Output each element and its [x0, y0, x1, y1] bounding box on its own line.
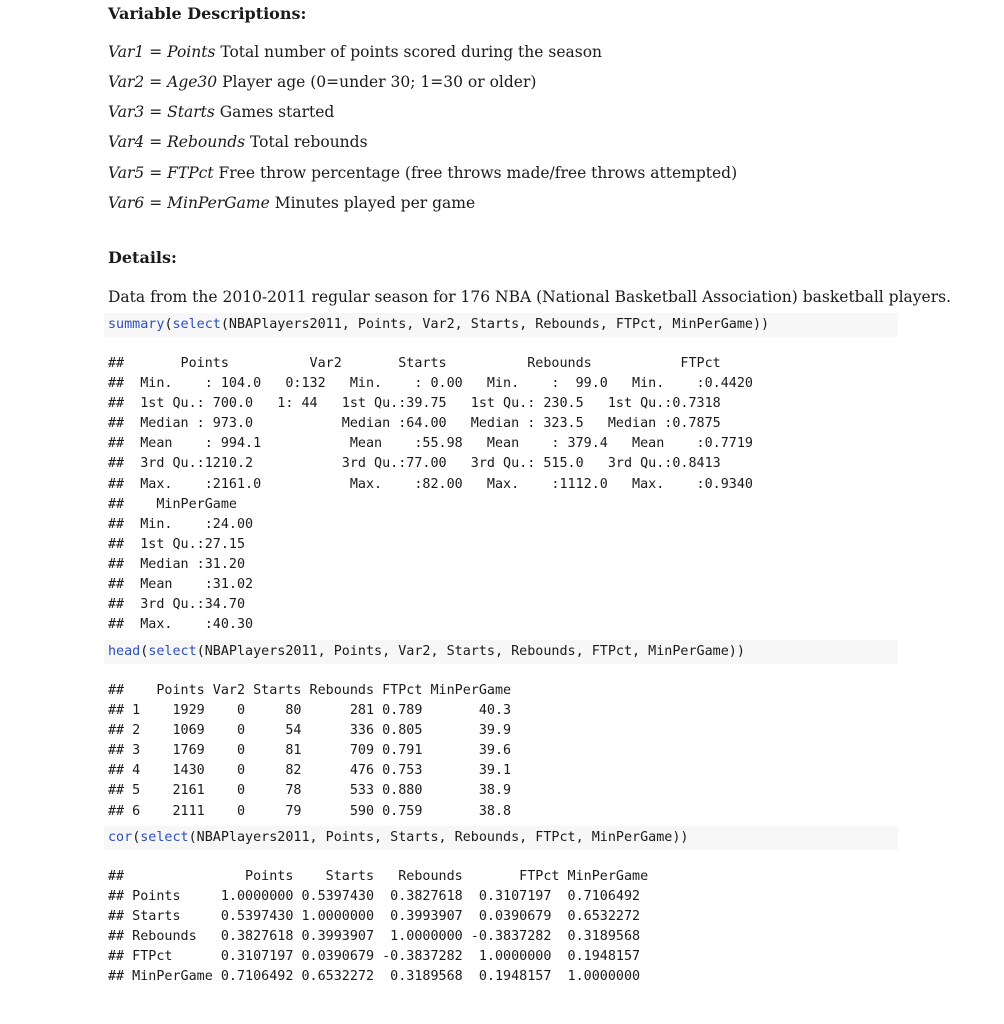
var-desc: Total rebounds: [250, 133, 368, 151]
output-row: ## Rebounds 0.3827618 0.3993907 1.0000000 -0.3837282 0.3189568: [108, 929, 641, 945]
var-id: Var5: [108, 164, 145, 182]
details-text: Data from the 2010-2011 regular season for 176 NBA (National Basketball Association) basketball players.: [108, 288, 952, 306]
output-row: ## Mean : 994.1 Mean :55.98 Mean : 379.4 Mean :0.7719: [108, 436, 770, 452]
output-row: ## 5 2161 0 78 533 0.880 38.9: [108, 783, 512, 799]
var-name: FTPct: [167, 164, 214, 182]
var-name: Rebounds: [167, 133, 246, 151]
var-id: Var1: [108, 43, 145, 61]
code-line: summary(select(NBAPlayers2011, Points, Var2, Starts, Rebounds, FTPct, MinPerGame)): [108, 317, 770, 332]
var-id: Var6: [108, 194, 145, 212]
var-id: Var3: [108, 103, 145, 121]
output-row: ## 6 2111 0 79 590 0.759 38.8: [108, 803, 512, 819]
code-block-summary: [104, 313, 898, 337]
output-row: ## 1st Qu.:27.15: [108, 536, 262, 552]
output-row: ## MinPerGame: [108, 496, 262, 512]
output-row: ## 3rd Qu.:34.70: [108, 597, 262, 613]
var-name: Starts: [167, 103, 215, 121]
function-name: select: [140, 830, 189, 845]
output-row: ## Points Starts Rebounds FTPct MinPerGame: [108, 869, 649, 884]
var-name: Age30: [167, 73, 218, 91]
function-name: cor: [108, 830, 133, 845]
output-row: ## Max. :40.30: [108, 617, 270, 633]
code-block-cor: [104, 826, 898, 850]
output-row: ## 4 1430 0 82 476 0.753 39.1: [108, 763, 512, 779]
code-line: head(select(NBAPlayers2011, Points, Var2, Starts, Rebounds, FTPct, MinPerGame)): [108, 644, 745, 659]
var-description-2: Var2 = Age30 Player age (0=under 30; 1=30 or older): [108, 73, 537, 91]
var-desc: Games started: [219, 103, 335, 121]
output-row: ## 1 1929 0 80 281 0.789 40.3: [108, 703, 512, 719]
function-name: head: [108, 644, 141, 659]
function-name: select: [148, 644, 197, 659]
output-row: ## Starts 0.5397430 1.0000000 0.3993907 0.0390679 0.6532272: [108, 909, 641, 925]
var-description-6: Var6 = MinPerGame Minutes played per game: [108, 194, 476, 212]
output-row: ## Median : 973.0 Median :64.00 Median : 323.5 Median :0.7875: [108, 416, 737, 432]
variable-descriptions-heading: Variable Descriptions:: [108, 4, 307, 23]
output-row: ## MinPerGame 0.7106492 0.6532272 0.3189568 0.1948157 1.0000000: [108, 969, 641, 985]
output-row: ## Points 1.0000000 0.5397430 0.3827618 0.3107197 0.7106492: [108, 889, 641, 905]
var-desc: Player age (0=under 30; 1=30 or older): [222, 73, 537, 91]
output-row: ## Mean :31.02: [108, 577, 270, 593]
var-description-3: Var3 = Starts Games started: [108, 103, 335, 121]
var-description-5: Var5 = FTPct Free throw percentage (free throws made/free throws attempted): [108, 164, 738, 182]
output-row: ## Median :31.20: [108, 556, 262, 572]
var-id: Var4: [108, 133, 145, 151]
output-row: ## 2 1069 0 54 336 0.805 39.9: [108, 723, 512, 739]
output-row: ## Min. : 104.0 0:132 Min. : 0.00 Min. : 99.0 Min. :0.4420: [108, 376, 770, 392]
var-name: MinPerGame: [167, 194, 270, 212]
function-name: summary: [108, 317, 165, 332]
function-args: (NBAPlayers2011, Points, Var2, Starts, Rebounds, FTPct, MinPerGame)): [220, 317, 770, 332]
function-name: select: [172, 317, 221, 332]
var-description-4: Var4 = Rebounds Total rebounds: [108, 133, 368, 151]
output-row: ## 3 1769 0 81 709 0.791 39.6: [108, 743, 512, 759]
output-cor: [108, 867, 648, 988]
output-row: ## 3rd Qu.:1210.2 3rd Qu.:77.00 3rd Qu.: 515.0 3rd Qu.:0.8413: [108, 456, 737, 472]
var-name: Points: [167, 43, 216, 61]
output-row: ## Min. :24.00: [108, 516, 270, 532]
function-args: (NBAPlayers2011, Points, Starts, Rebounds, FTPct, MinPerGame)): [188, 830, 689, 845]
function-args: (NBAPlayers2011, Points, Var2, Starts, Rebounds, FTPct, MinPerGame)): [196, 644, 745, 659]
var-desc: Free throw percentage (free throws made/free throws attempted): [218, 164, 738, 182]
var-description-1: Var1 = Points Total number of points scored during the season: [108, 43, 603, 61]
details-heading: Details:: [108, 248, 177, 267]
output-summary: [108, 354, 777, 635]
output-head: [108, 681, 511, 822]
output-row: ## Max. :2161.0 Max. :82.00 Max. :1112.0 Max. :0.9340: [108, 476, 770, 492]
code-line: cor(select(NBAPlayers2011, Points, Starts, Rebounds, FTPct, MinPerGame)): [108, 830, 689, 845]
output-row: ## Points Var2 Starts Rebounds FTPct MinPerGame: [108, 683, 512, 698]
var-desc: Total number of points scored during the season: [220, 43, 603, 61]
var-desc: Minutes played per game: [274, 194, 476, 212]
output-row: ## Points Var2 Starts Rebounds FTPct: [108, 356, 778, 371]
var-id: Var2: [108, 73, 145, 91]
output-row: ## 1st Qu.: 700.0 1: 44 1st Qu.:39.75 1st Qu.: 230.5 1st Qu.:0.7318: [108, 396, 737, 412]
output-row: ## FTPct 0.3107197 0.0390679 -0.3837282 1.0000000 0.1948157: [108, 949, 641, 965]
code-block-head: [104, 640, 898, 664]
